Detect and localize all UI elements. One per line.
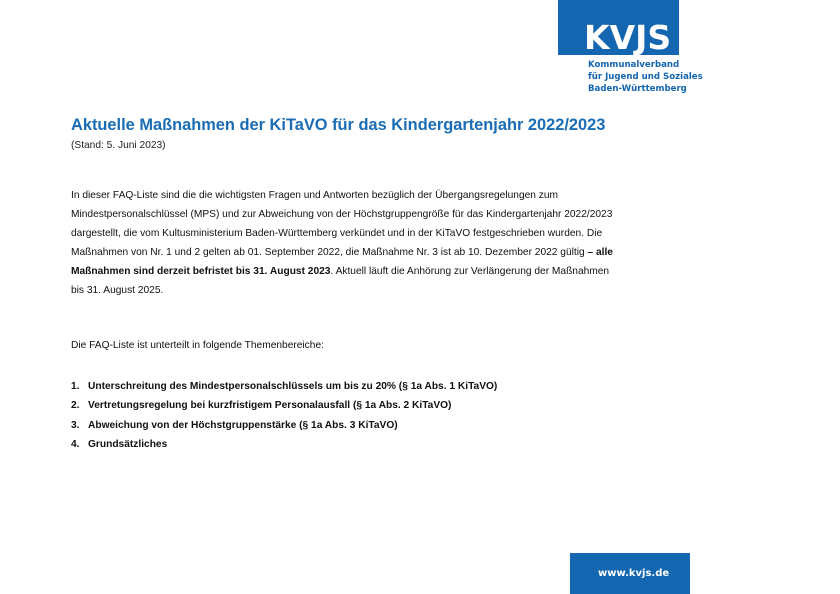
logo-tagline-line: Kommunalverband <box>588 60 680 70</box>
topics-list <box>71 377 497 454</box>
list-item <box>71 416 497 435</box>
intro-line <box>71 243 671 262</box>
intro-bold-text: – alle <box>584 247 613 258</box>
website-link[interactable]: www.kvjs.de <box>598 568 670 579</box>
list-item-number: 1. <box>71 381 80 392</box>
topics-lead: Die FAQ-Liste ist unterteilt in folgende Themenbereiche: <box>71 340 324 351</box>
list-item-text: Abweichung von der Höchstgruppenstärke (§ 1a Abs. 3 KiTaVO) <box>88 419 398 431</box>
list-item-text: Unterschreitung des Mindestpersonalschlüssels um bis zu 20% (§ 1a Abs. 1 KiTaVO) <box>88 381 498 392</box>
intro-line: In dieser FAQ-Liste sind die die wichtigsten Fragen und Antworten bezüglich der Übergangsregelungen zum <box>71 190 559 201</box>
footer-website-box <box>570 553 690 594</box>
intro-line-text: . Aktuell läuft die Anhörung zur Verlängerung der Maßnahmen <box>330 266 610 277</box>
logo-tagline-line: Baden-Württemberg <box>588 84 687 94</box>
intro-bold-text: Maßnahmen sind derzeit befristet bis 31. August 2023 <box>71 266 331 277</box>
list-item-text: Vertretungsregelung bei kurzfristigem Personalausfall (§ 1a Abs. 2 KiTaVO) <box>88 400 452 412</box>
intro-line <box>71 262 671 281</box>
list-item-number: 4. <box>71 438 80 450</box>
intro-line: bis 31. August 2025. <box>71 285 164 296</box>
document-title: Aktuelle Maßnahmen der KiTaVO für das Kindergartenjahr 2022/2023 <box>71 116 606 134</box>
kvjs-logo <box>558 0 679 55</box>
list-item <box>71 435 497 454</box>
list-item-number: 3. <box>71 419 80 431</box>
intro-line: Mindestpersonalschlüssel (MPS) und zur Abweichung von der Höchstgruppengröße für das Kindergartenjahr 2022/2023 <box>71 209 613 220</box>
intro-line: dargestellt, die vom Kultusministerium Baden-Württemberg verkündet und in der KiTaVO festgeschrieben wurden. Die <box>71 228 603 239</box>
document-date: (Stand: 5. Juni 2023) <box>71 140 166 151</box>
list-item-number: 2. <box>71 400 80 412</box>
intro-line-text: Maßnahmen von Nr. 1 und 2 gelten ab 01. September 2022, die Maßnahme Nr. 3 ist ab 10. Dezember 2022 gültig <box>71 247 585 258</box>
list-item <box>71 396 497 415</box>
list-item-text: Grundsätzliches <box>88 438 168 450</box>
logo-tagline <box>588 59 728 95</box>
list-item <box>71 377 497 396</box>
logo-mark: KVJS <box>584 18 672 55</box>
intro-paragraph <box>71 186 671 300</box>
logo-tagline-line: für Jugend und Soziales <box>588 72 703 82</box>
